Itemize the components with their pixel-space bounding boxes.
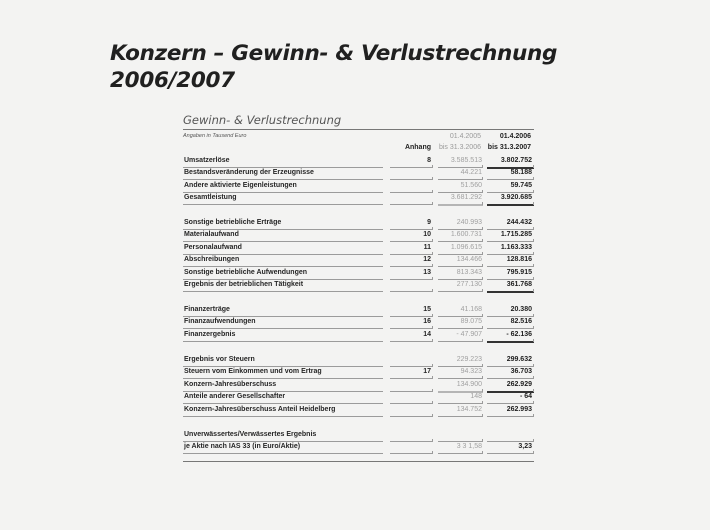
row-note-ref: 10 (423, 231, 431, 238)
row-current-year-value: 82.516 (510, 318, 532, 325)
row-rule-tick (533, 401, 534, 404)
row-label: Unverwässertes/Verwässertes Ergebnis (184, 431, 317, 438)
row-label: Bestandsveränderung der Erzeugnisse (184, 169, 314, 176)
row-rule-tick (482, 401, 483, 404)
row-note-ref: 14 (423, 331, 431, 338)
row-rule-tick (482, 326, 483, 329)
row-rule-tick (432, 289, 433, 292)
row-rule-prior (438, 341, 483, 342)
table-row (183, 193, 534, 205)
table-row (183, 230, 534, 242)
row-note-ref: 8 (427, 157, 431, 164)
row-rule-tick (432, 264, 433, 267)
row-current-year-value: - 62.136 (506, 331, 532, 338)
row-rule-tick (432, 202, 433, 205)
row-prior-year-value: 3.585.513 (450, 157, 482, 164)
row-rule-tick (432, 376, 433, 379)
row-rule-current (487, 453, 534, 454)
row-note-ref: 12 (423, 256, 431, 263)
row-label: Umsatzerlöse (184, 157, 230, 164)
table-row (183, 317, 534, 329)
row-rule-label (183, 204, 383, 205)
row-label: Ergebnis der betrieblichen Tätigkeit (184, 281, 304, 288)
statement-subtitle: Gewinn- & Verlustrechnung (183, 113, 342, 127)
row-current-year-value: 3,23 (518, 443, 532, 450)
row-label: Abschreibungen (184, 256, 240, 263)
table-row (183, 218, 534, 230)
row-rule-label (183, 453, 383, 454)
row-label: Sonstige betriebliche Erträge (184, 219, 282, 226)
row-label: Sonstige betriebliche Aufwendungen (184, 269, 308, 276)
row-rule-tick (482, 264, 483, 267)
row-rule-label (183, 291, 383, 292)
row-prior-year-value: 94.323 (460, 368, 482, 375)
row-current-year-value: 3.802.752 (500, 157, 532, 164)
row-rule-tick (533, 239, 534, 242)
table-row (183, 330, 534, 342)
row-current-year-value: 3.920.685 (500, 194, 532, 201)
row-label: Steuern vom Einkommen und vom Ertrag (184, 368, 322, 375)
row-rule-tick (482, 239, 483, 242)
row-label: Personalaufwand (184, 244, 242, 251)
table-row (183, 367, 534, 379)
row-label: Finanzergebnis (184, 331, 236, 338)
row-rule-tick (533, 177, 534, 180)
row-rule-note (390, 453, 433, 454)
row-rule-prior (438, 204, 483, 206)
row-rule-current (487, 291, 534, 293)
column-header-prior-year (434, 131, 481, 153)
row-label: Materialaufwand (184, 231, 239, 238)
table-row (183, 243, 534, 255)
document-title-line1: Konzern – Gewinn- & Verlustrechnung (110, 41, 558, 66)
row-label: Gesamtleistung (184, 194, 237, 201)
row-rule-tick (533, 326, 534, 329)
row-prior-year-value: 1.600.731 (450, 231, 482, 238)
row-prior-year-value: 3 3 1,58 (456, 443, 482, 450)
row-prior-year-value: 134.466 (456, 256, 482, 263)
row-rule-tick (533, 376, 534, 379)
row-rule-note (390, 416, 433, 417)
current-year-to: bis 31.3.2007 (487, 144, 531, 151)
row-note-ref: 9 (427, 219, 431, 226)
row-rule-tick (482, 414, 483, 417)
row-rule-tick (432, 177, 433, 180)
row-rule-tick (533, 451, 534, 454)
row-rule-prior (438, 416, 483, 417)
table-row (183, 442, 534, 454)
row-rule-tick (432, 326, 433, 329)
table-row (183, 392, 534, 404)
table-row (183, 430, 534, 442)
row-label: Anteile anderer Gesellschafter (184, 393, 286, 400)
row-rule-label (183, 341, 383, 342)
table-row (183, 380, 534, 392)
units-note: Angaben in Tausend Euro (183, 133, 247, 139)
row-current-year-value: 58.188 (510, 169, 532, 176)
row-rule-tick (432, 401, 433, 404)
column-header-note: Anhang (404, 144, 431, 151)
row-label: Konzern-Jahresüberschuss Anteil Heidelberg (184, 406, 336, 413)
table-row (183, 181, 534, 193)
row-rule-note (390, 204, 433, 205)
row-current-year-value: 299.632 (506, 356, 532, 363)
row-prior-year-value: 41.168 (460, 306, 482, 313)
column-header-current-year (484, 131, 531, 153)
row-current-year-value: 262.929 (506, 381, 532, 388)
row-rule-current (487, 416, 534, 417)
table-row (183, 405, 534, 417)
row-note-ref: 16 (423, 318, 431, 325)
table-row (183, 280, 534, 292)
row-current-year-value: 361.768 (506, 281, 532, 288)
row-prior-year-value: 134.900 (456, 381, 482, 388)
row-current-year-value: 20.380 (510, 306, 532, 313)
table-row (183, 305, 534, 317)
row-label: Finanzerträge (184, 306, 230, 313)
document-title-line2: 2006/2007 (110, 68, 235, 93)
table-row (183, 255, 534, 267)
row-current-year-value: - 64 (519, 393, 532, 400)
row-rule-tick (533, 264, 534, 267)
row-label: Ergebnis vor Steuern (184, 356, 255, 363)
row-rule-tick (482, 202, 483, 205)
row-rule-tick (482, 339, 483, 342)
row-rule-tick (482, 451, 483, 454)
row-prior-year-value: 1.096.615 (450, 244, 482, 251)
table-row (183, 156, 534, 168)
current-year-from: 01.4.2006 (499, 133, 531, 140)
row-rule-tick (432, 414, 433, 417)
row-note-ref: 13 (423, 269, 431, 276)
row-current-year-value: 262.993 (506, 406, 532, 413)
row-prior-year-value: 51.560 (460, 182, 482, 189)
row-rule-tick (432, 339, 433, 342)
table-top-rule (183, 129, 534, 130)
row-prior-year-value: 240.993 (456, 219, 482, 226)
prior-year-to: bis 31.3.2006 (438, 144, 481, 151)
row-rule-note (390, 291, 433, 292)
row-rule-tick (482, 289, 483, 292)
row-current-year-value: 1.715.285 (500, 231, 532, 238)
row-rule-current (487, 341, 534, 343)
row-rule-current (487, 204, 534, 206)
row-prior-year-value: 3.681.292 (450, 194, 482, 201)
prior-year-from: 01.4.2005 (449, 133, 481, 140)
table-bottom-rule (183, 461, 534, 462)
row-rule-prior (438, 291, 483, 292)
row-rule-tick (533, 202, 534, 205)
document-title (110, 40, 557, 94)
row-rule-label (183, 416, 383, 417)
row-current-year-value: 795.915 (506, 269, 532, 276)
row-rule-tick (533, 289, 534, 292)
row-prior-year-value: 813.343 (456, 269, 482, 276)
row-rule-tick (482, 177, 483, 180)
table-row (183, 268, 534, 280)
row-current-year-value: 244.432 (506, 219, 532, 226)
row-rule-note (390, 341, 433, 342)
row-note-ref: 11 (423, 244, 431, 251)
row-current-year-value: 59.745 (510, 182, 532, 189)
row-prior-year-value: 44.221 (460, 169, 482, 176)
row-current-year-value: 128.816 (506, 256, 532, 263)
row-prior-year-value: - 47.907 (456, 331, 482, 338)
row-prior-year-value: 89.075 (460, 318, 482, 325)
row-rule-tick (533, 339, 534, 342)
row-prior-year-value: 229.223 (456, 356, 482, 363)
row-prior-year-value: 134.752 (456, 406, 482, 413)
row-prior-year-value: 148 (470, 393, 482, 400)
row-rule-tick (482, 376, 483, 379)
row-label: Andere aktivierte Eigenleistungen (184, 182, 297, 189)
table-row (183, 355, 534, 367)
row-label: Konzern-Jahresüberschuss (184, 381, 277, 388)
row-current-year-value: 36.703 (510, 368, 532, 375)
row-rule-tick (432, 239, 433, 242)
row-note-ref: 17 (423, 368, 431, 375)
row-label: Finanzaufwendungen (184, 318, 256, 325)
row-rule-tick (533, 414, 534, 417)
row-rule-prior (438, 453, 483, 454)
row-prior-year-value: 277.130 (456, 281, 482, 288)
row-note-ref: 15 (423, 306, 431, 313)
row-current-year-value: 1.163.333 (500, 244, 532, 251)
table-row (183, 168, 534, 180)
row-rule-tick (432, 451, 433, 454)
row-label: je Aktie nach IAS 33 (in Euro/Aktie) (184, 443, 301, 450)
